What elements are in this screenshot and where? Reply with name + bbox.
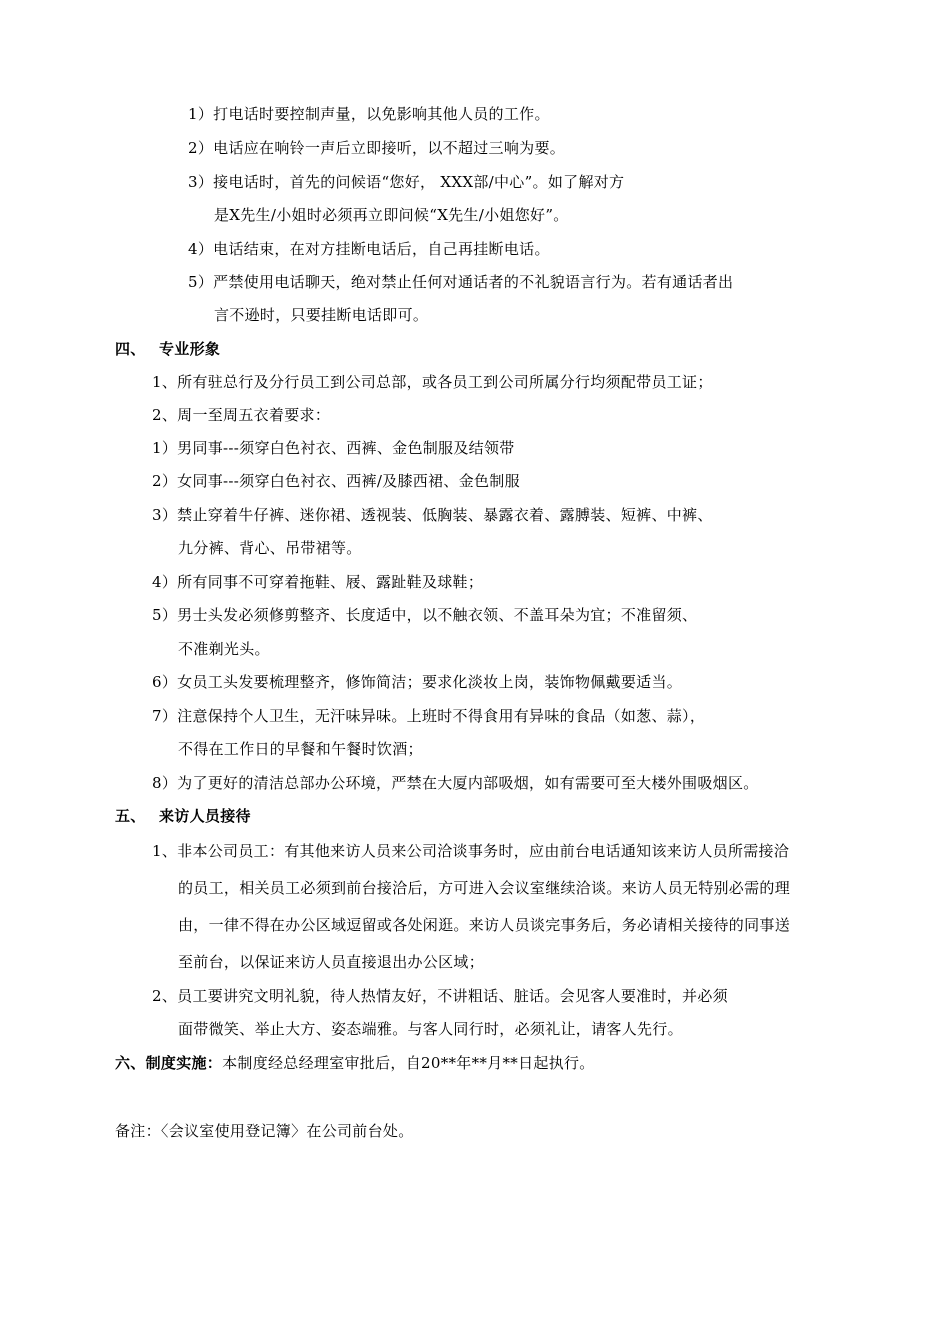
phone-rule-5: 5）严禁使用电话聊天，绝对禁止任何对通话者的不礼貌语言行为。若有通话者出 bbox=[188, 273, 734, 291]
section-5-heading bbox=[115, 806, 251, 826]
dress-item-7-cont: 不得在工作日的早餐和午餐时饮酒； bbox=[178, 740, 423, 758]
section-5-para-1-line-4: 至前台，以保证来访人员直接退出办公区域； bbox=[178, 953, 485, 971]
phone-rule-3: 3）接电话时，首先的问候语“您好， XXX部/中心”。如了解对方 bbox=[188, 173, 625, 191]
phone-rule-5-cont: 言不逊时，只要挂断电话即可。 bbox=[214, 306, 429, 324]
phone-rule-4: 4）电话结束，在对方挂断电话后，自己再挂断电话。 bbox=[188, 240, 550, 258]
section-5-para-2: 2、员工要讲究文明礼貌，待人热情友好，不讲粗话、脏话。会见客人要准时，并必须 bbox=[152, 987, 728, 1005]
section-5-para-1: 1、非本公司员工：有其他来访人员来公司洽谈事务时，应由前台电话通知该来访人员所需接洽 bbox=[152, 842, 790, 860]
section-5-number: 五、 bbox=[115, 807, 146, 825]
phone-rule-2: 2）电话应在响铃一声后立即接听，以不超过三响为要。 bbox=[188, 139, 566, 157]
section-4-number: 四、 bbox=[115, 340, 146, 358]
dress-item-2: 2）女同事---须穿白色衬衣、西裤/及膝西裙、金色制服 bbox=[152, 472, 520, 490]
dress-item-5: 5）男士头发必须修剪整齐、长度适中，以不触衣领、不盖耳朵为宜；不准留须、 bbox=[152, 606, 698, 624]
dress-item-3: 3）禁止穿着牛仔裤、迷你裙、透视装、低胸装、暴露衣着、露膊装、短裤、中裤、 bbox=[152, 506, 713, 524]
dress-item-8: 8）为了更好的清洁总部办公环境，严禁在大厦内部吸烟，如有需要可至大楼外围吸烟区。 bbox=[152, 774, 759, 792]
section-4-para-2: 2、周一至周五衣着要求： bbox=[152, 406, 331, 424]
dress-item-7: 7）注意保持个人卫生，无汗味异味。上班时不得食用有异味的食品（如葱、蒜）， bbox=[152, 707, 706, 725]
phone-rule-1: 1）打电话时要控制声量，以免影响其他人员的工作。 bbox=[188, 105, 550, 123]
section-6-line bbox=[115, 1053, 595, 1073]
section-5-title: 来访人员接待 bbox=[159, 807, 251, 825]
dress-item-1: 1）男同事---须穿白色衬衣、西裤、金色制服及结领带 bbox=[152, 439, 515, 457]
dress-item-5-cont: 不准剃光头。 bbox=[178, 640, 270, 658]
section-6-text: 本制度经总经理室审批后，自20**年**月**日起执行。 bbox=[222, 1054, 595, 1072]
section-5-para-1-line-2: 的员工，相关员工必须到前台接洽后，方可进入会议室继续洽谈。来访人员无特别必需的理 bbox=[178, 879, 791, 897]
section-5-para-2-cont: 面带微笑、举止大方、姿态端雅。与客人同行时，必须礼让，请客人先行。 bbox=[178, 1020, 683, 1038]
section-6-label: 六、制度实施： bbox=[115, 1054, 223, 1072]
phone-rule-3-cont: 是X先生/小姐时必须再立即问候“X先生/小姐您好”。 bbox=[214, 206, 569, 224]
footnote: 备注：〈会议室使用登记簿〉在公司前台处。 bbox=[115, 1122, 414, 1140]
section-4-heading bbox=[115, 339, 220, 359]
section-5-para-1-line-3: 由，一律不得在办公区域逗留或各处闲逛。来访人员谈完事务后，务必请相关接待的同事送 bbox=[178, 916, 791, 934]
dress-item-4: 4）所有同事不可穿着拖鞋、屐、露趾鞋及球鞋； bbox=[152, 573, 484, 591]
dress-item-6: 6）女员工头发要梳理整齐，修饰简洁；要求化淡妆上岗，装饰物佩戴要适当。 bbox=[152, 673, 683, 691]
section-4-para-1: 1、所有驻总行及分行员工到公司总部，或各员工到公司所属分行均须配带员工证； bbox=[152, 373, 713, 391]
dress-item-3-cont: 九分裤、背心、吊带裙等。 bbox=[178, 539, 362, 557]
section-4-title: 专业形象 bbox=[159, 340, 221, 358]
